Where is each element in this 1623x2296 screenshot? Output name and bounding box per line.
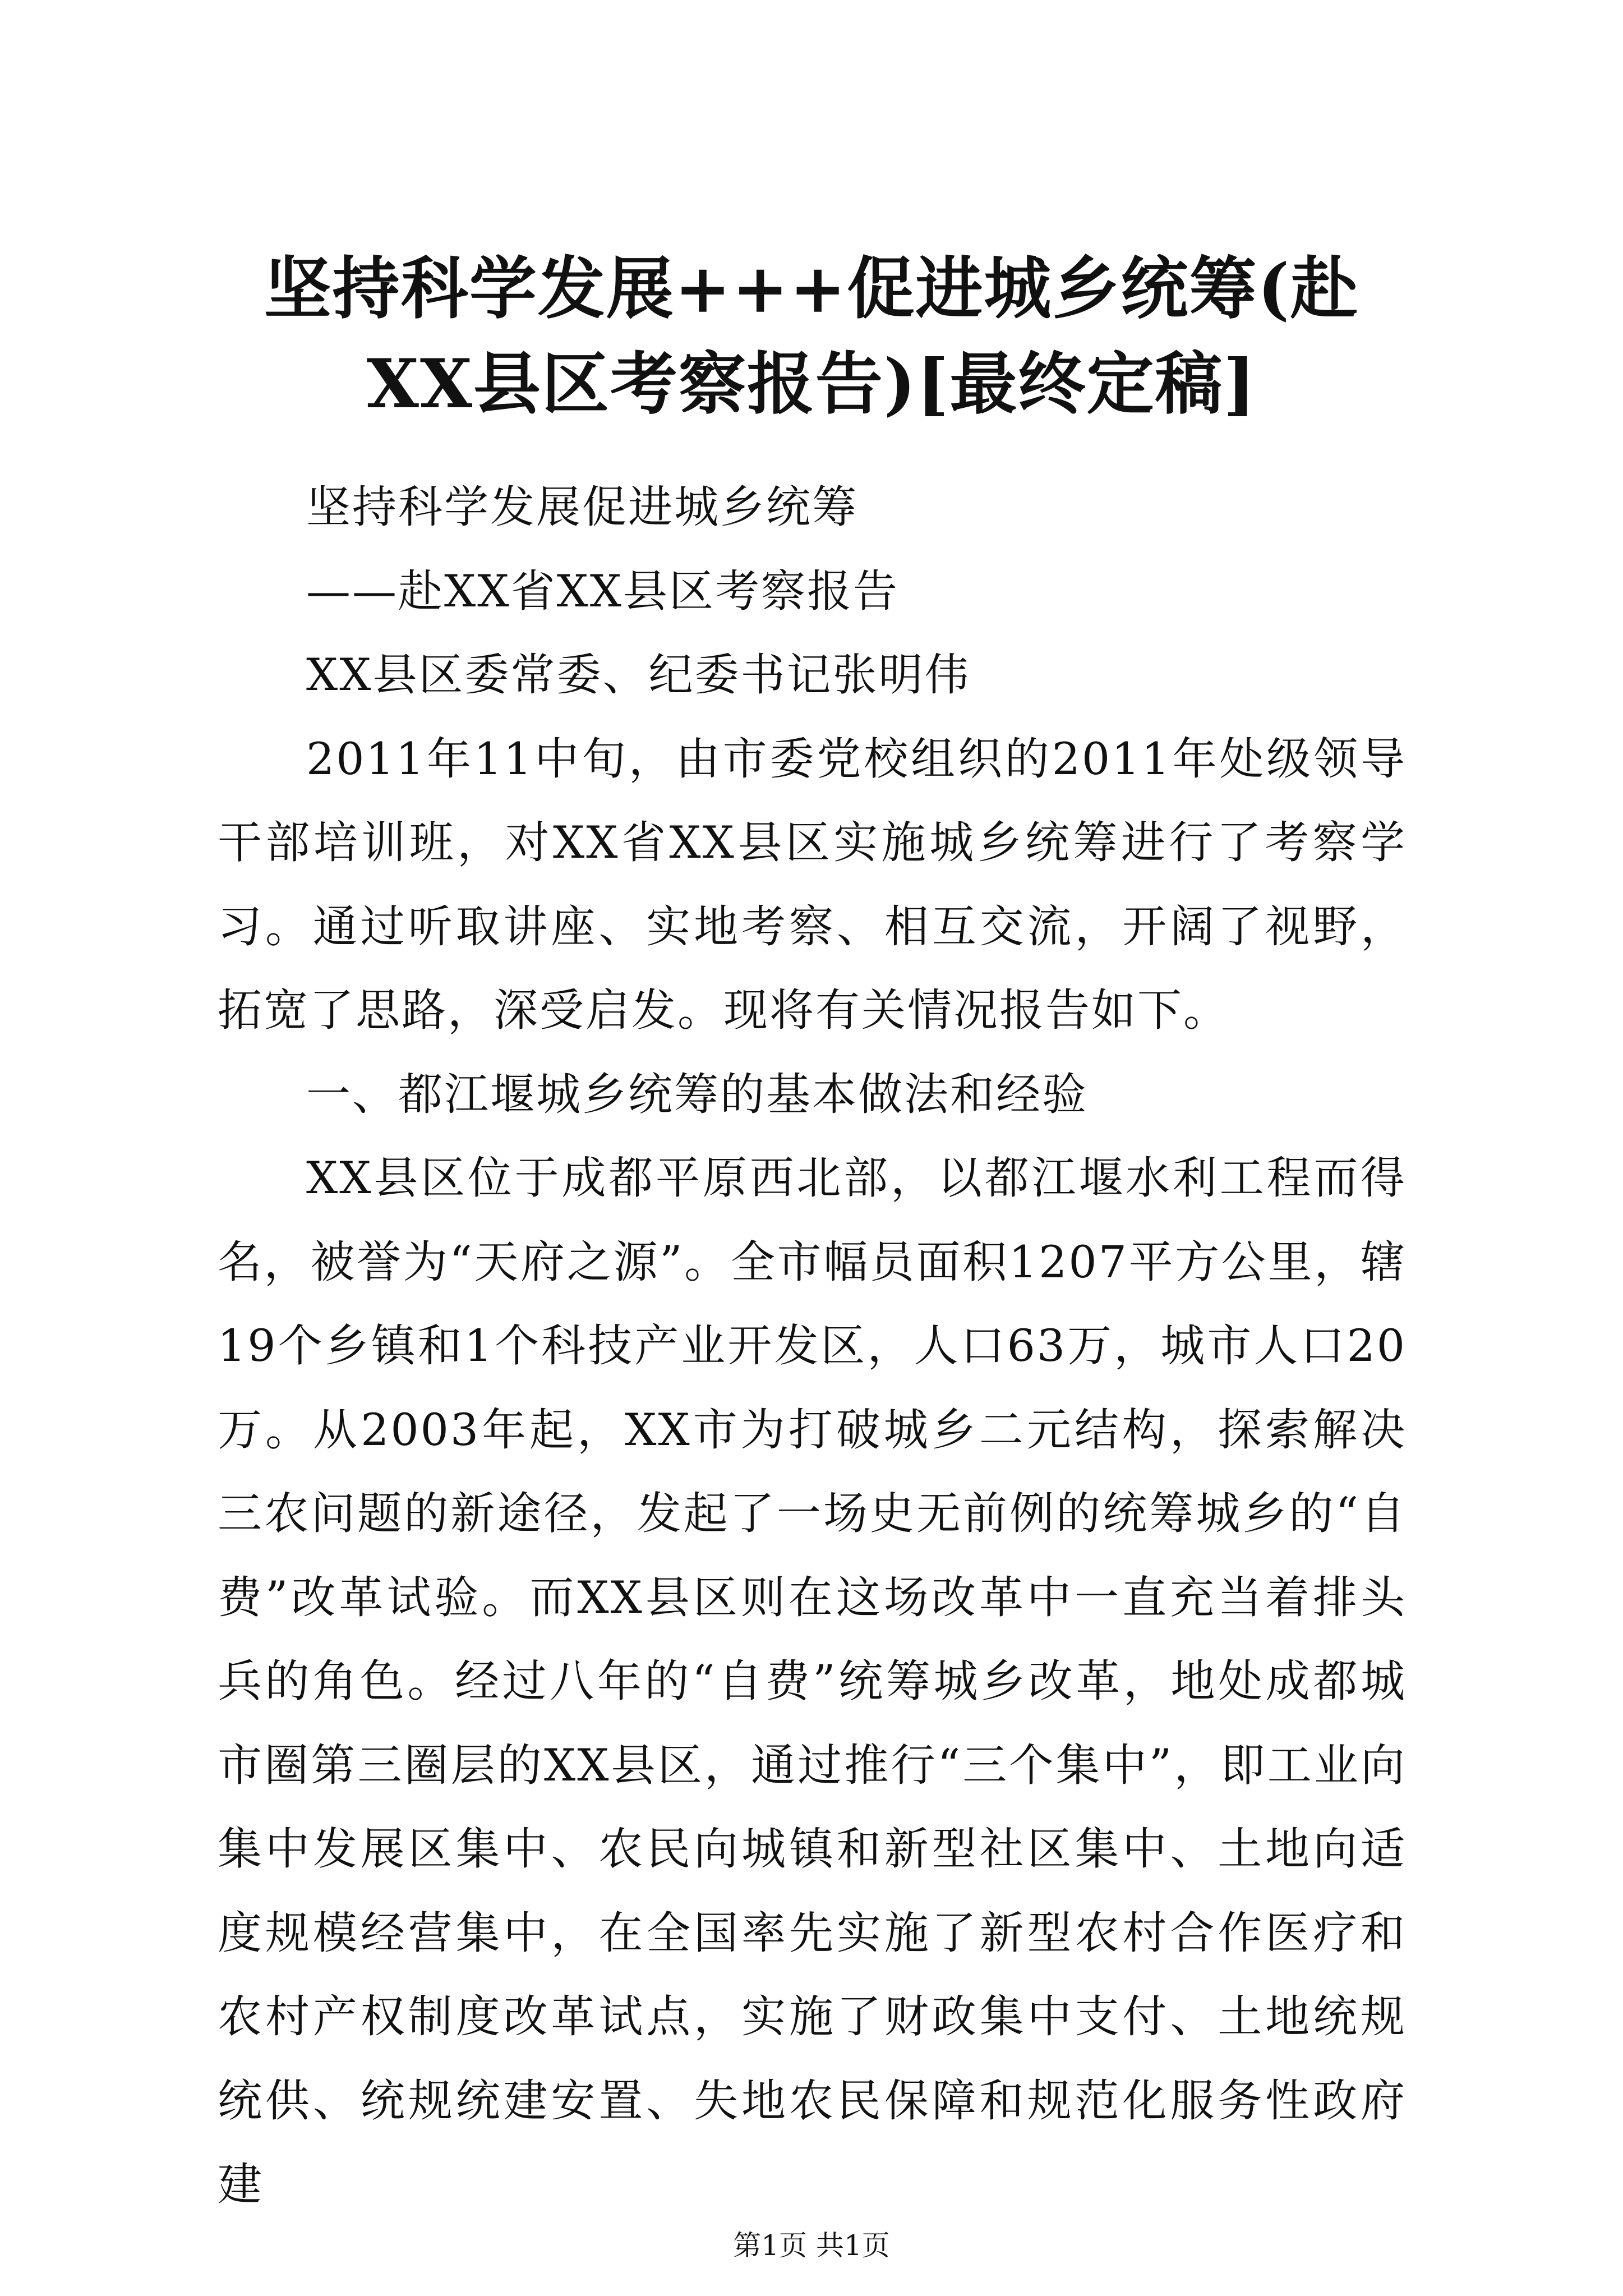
- section-heading: 一、都江堰城乡统筹的基本做法和经验: [306, 1068, 1088, 1120]
- document-body: [218, 466, 1407, 2227]
- report-subtitle: ——赴XX省XX县区考察报告: [306, 565, 899, 617]
- page-footer: 第1页 共1页: [733, 2229, 890, 2262]
- body-paragraph: XX县区位于成都平原西北部，以都江堰水利工程而得名，被誉为“天府之源”。全市幅员面积1207平方公里，辖19个乡镇和1个科技产业开发区，人口63万，城市人口20万。从2003年起，XX市为打破城乡二元结构，探索解决三农问题的新途径，发起了一场史无前例的统筹城乡的“自费”改革试验。而XX县区则在这场改革中一直充当着排头兵的角色。经过八年的“自费”统筹城乡改革，地处成都城市圈第三圈层的XX县区，通过推行“三个集中”，即工业向集中发展区集中、农民向城镇和新型社区集中、土地向适度规模经营集中，在全国率先实施了新型农村合作医疗和农村产权制度改革试点，实施了财政集中支付、土地统规统供、统规统建安置、失地农民保障和规范化服务性政府建: [218, 1152, 1407, 2210]
- intro-paragraph: 2011年11中旬，由市委党校组织的2011年处级领导干部培训班，对XX省XX县区实施城乡统筹进行了考察学习。通过听取讲座、实地考察、相互交流，开阔了视野，拓宽了思路，深受启发。现将有关情况报告如下。: [218, 733, 1407, 1036]
- subtitle-line: 坚持科学发展促进城乡统筹: [306, 481, 858, 533]
- author-line: XX县区委常委、纪委书记张明伟: [306, 649, 971, 701]
- document-title: 坚持科学发展+++促进城乡统筹(赴XX县区考察报告)[最终定稿]: [264, 249, 1359, 424]
